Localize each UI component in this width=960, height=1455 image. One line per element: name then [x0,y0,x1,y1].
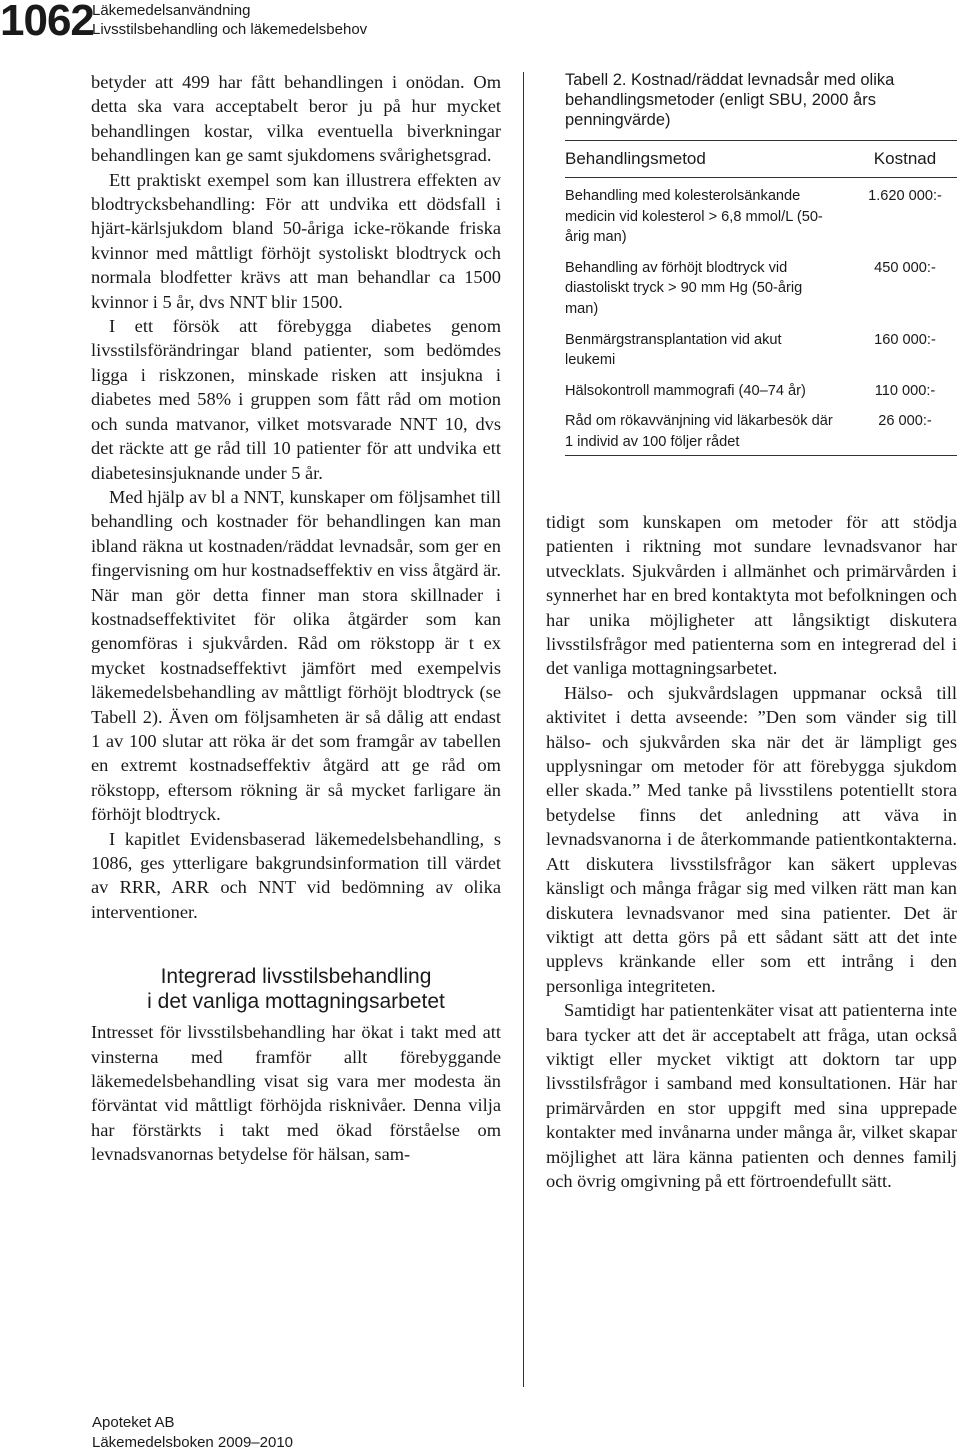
running-head-subsection: Livsstilsbehandling och läkemedelsbehov [92,21,368,38]
body-paragraph: Med hjälp av bl a NNT, kunskaper om följsamhet till behandling och kostnader för behandlingen kan man ibland räkna ut kostnaden/räddat levnadsår, som ger en fingervisning om hur kostnadseffektiv en viss åtgärd är. När man gör detta finner man stora skillnader i kostnadseffektivitet för olika åtgärder som kan genomföras i sjukvården. Råd om rökstopp är t ex mycket kostnadseffektivt jämfört med exempelvis läkemedelsbehandling av måttligt förhöjt blodtryck (se Tabell 2). Även om följsamheten är så dålig att endast 1 av 100 slutar att röka är det som framgår av tabellen en extremt kostnadseffektiv åtgärd att ge råd om rökstopp, eftersom rökning är så mycket farligare än förhöjt blodtryck. [91,486,501,825]
right-column [546,510,957,1193]
left-column [91,70,501,1167]
table-cell-method: Råd om rökavvänjning vid läkarbesök där 1 individ av 100 följer rådet [565,409,853,455]
footer-book-title: Läkemedelsboken 2009–2010 [92,1434,293,1451]
table-row [565,328,957,379]
body-paragraph: Ett praktiskt exempel som kan illustrera effekten av blodtrycksbehandling: För att undvika ett dödsfall i hjärt-kärlsjukdom bland 50-åriga icke-rökande friska kvinnor med måttligt förhöjt systoliskt blodtryck och normala blodfetter krävs att man behandlar ca 1500 kvinnor i 5 år, dvs NNT blir 1500. [91,169,501,312]
body-paragraph: I ett försök att förebygga diabetes genom livsstilsförändringar bland patienter, som bedömdes ligga i riskzonen, minskade risken att insjukna i diabetes med 58% i gruppen som fått råd om motion och sunda matvanor, vilket motsvarade NNT 10, dvs det räckte att ge råd till 10 patienter för att undvika ett diabetesinsjuknande under 5 år. [91,316,501,483]
table-header-row [565,141,957,178]
table-cell-method: Behandling av förhöjt blodtryck vid diastoliskt tryck > 90 mm Hg (50-årig man) [565,259,803,317]
table-cell-method: Behandling med kolesterolsänkande medicin vid kolesterol > 6,8 mmol/L (50-årig man) [565,188,823,246]
body-paragraph: tidigt som kunskapen om metoder för att stödja patienten i riktning mot sundare levnadsvanor har utvecklats. Sjukvården i allmänhet och primärvården i synnerhet har en bred kontaktyta mot befolkningen och har unika möjligheter att långsiktigt diskutera livsstilsfrågor med patienterna som en integrerad del i det vanliga mottagningsarbetet. [546,512,957,679]
table-row [565,178,957,256]
footer-publisher: Apoteket AB [92,1414,175,1431]
running-head-section: Läkemedelsanvändning [92,2,251,19]
cost-table [565,140,957,456]
section-heading-line: i det vanliga mottagningsarbetet [147,990,445,1014]
table-cell-cost: 450 000:- [874,259,936,276]
table-row [565,379,957,410]
column-header-method: Behandlingsmetod [565,141,853,178]
body-paragraph: betyder att 499 har fått behandlingen i onödan. Om detta ska vara acceptabelt beror ju på hur mycket behandlingen kostar, vilka eventuella biverkningar behandlingen kan ge samt sjukdomens svårighetsgrad. [91,72,501,166]
section-heading-line: Integrerad livsstilsbehandling [160,965,432,989]
body-paragraph: Hälso- och sjukvårdslagen uppmanar också till aktivitet i detta avseende: ”Den som vänder sig till hälso- och sjukvården ska när det är lämpligt ges upplysningar om metoder för att förebygga sjukdom eller skada.” Med tanke på livsstilens potentiellt stora betydelse finns det anledning att väva in levnadsvanorna i de återkommande patientkontakterna. Att diskutera livsstilsfrågor kan säkert upplevas känsligt och många frågar sig med vilken rätt man kan diskutera levnadsvanor med sina patienter. Det är viktigt att detta görs på ett sådant sätt att det inte upplevs kränkande eller som ett intrång i den personliga integriteten. [546,682,957,996]
body-paragraph: Intresset för livsstilsbehandling har ökat i takt med att vinsterna med framför allt förebyggande läkemedelsbehandling visat sig vara mer modesta än förväntat vid måttligt förhöjda risknivåer. Denna vilja har förstärkts i takt med ökad förståelse om levnadsvanornas betydelse för hälsan, sam- [91,1022,501,1165]
table-row [565,256,957,328]
table-2 [565,70,957,456]
table-row [565,409,957,455]
page-number: 1062 [0,0,94,45]
table-caption: Tabell 2. Kostnad/räddat levnadsår med olika behandlingsmetoder (enligt SBU, 2000 års penningvärde) [565,71,895,129]
table-cell-cost: 1.620 000:- [868,188,942,204]
column-divider [523,72,524,1387]
table-cell-cost: 110 000:- [874,382,936,399]
body-paragraph: Samtidigt har patientenkäter visat att patienterna inte bara tycker att det är acceptabelt att fråga, utan också viktigt eller mycket viktigt att doktorn tar upp livsstilsfrågor i samband med konsultationen. Här har primärvården en stor uppgift med sina upprepade kontakter med invånarna under många år, vilket skapar möjlighet att lära känna patienten och dennes familj och övrig omgivning på ett förtroendefullt sätt. [546,1000,957,1191]
table-cell-method: Benmärgstransplantation vid akut leukemi [565,331,782,369]
table-cell-cost: 160 000:- [874,331,936,348]
table-cell-cost: 26 000:- [853,409,957,455]
table-cell-method: Hälsokontroll mammografi (40–74 år) [565,382,806,399]
section-heading [91,964,501,1014]
column-header-cost: Kostnad [853,141,957,178]
body-paragraph: I kapitlet Evidensbaserad läkemedelsbehandling, s 1086, ges ytterligare bakgrundsinformation till värdet av RRR, ARR och NNT vid bedömning av olika interventioner. [91,828,501,922]
